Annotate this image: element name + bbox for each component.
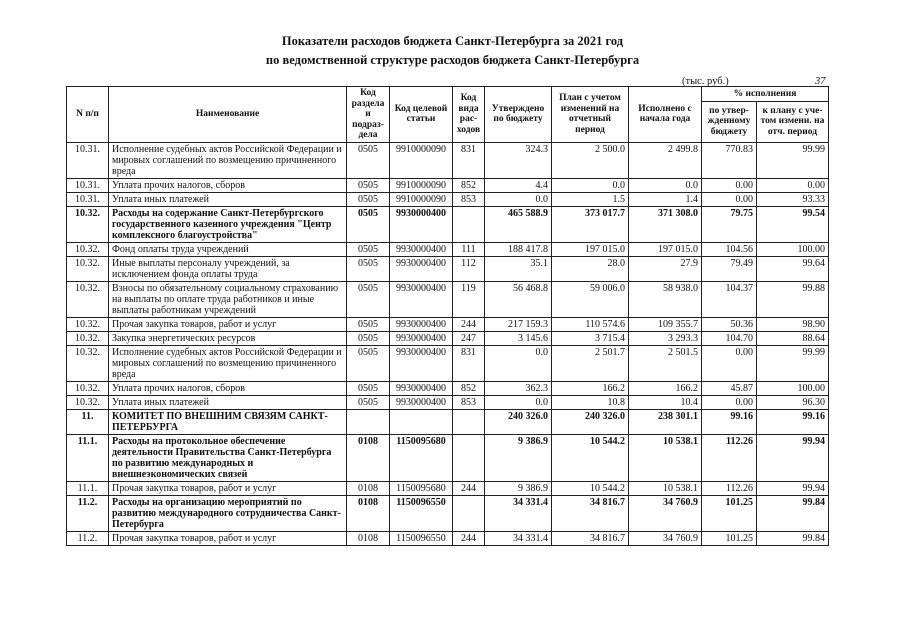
row-executed: 109 355.7 — [629, 317, 702, 331]
row-target-code: 9930000400 — [390, 345, 453, 381]
table-body — [67, 142, 829, 545]
row-section-code — [347, 409, 390, 434]
row-pct-budget: 101.25 — [702, 531, 757, 545]
row-name: Исполнение судебных актов Российской Федерации и мировых соглашений по возмещению причиненного вреда — [109, 142, 347, 178]
row-section-code: 0505 — [347, 178, 390, 192]
row-section-code: 0505 — [347, 331, 390, 345]
row-section-code: 0505 — [347, 242, 390, 256]
row-approved: 3 145.6 — [485, 331, 552, 345]
table-row — [67, 142, 829, 178]
row-plan: 59 006.0 — [552, 281, 629, 317]
table-row — [67, 481, 829, 495]
row-approved: 0.0 — [485, 345, 552, 381]
row-executed: 1.4 — [629, 192, 702, 206]
row-section-code: 0505 — [347, 345, 390, 381]
row-target-code: 9910000090 — [390, 178, 453, 192]
header-pct-plan: к плану с уче-том измени. на отч. период — [757, 101, 829, 142]
row-approved: 56 468.8 — [485, 281, 552, 317]
row-section-code: 0505 — [347, 395, 390, 409]
row-name: Прочая закупка товаров, работ и услуг — [109, 481, 347, 495]
row-number: 10.32. — [67, 395, 109, 409]
row-kind-code: 852 — [453, 178, 485, 192]
row-number: 11.1. — [67, 481, 109, 495]
table-row — [67, 206, 829, 242]
row-target-code: 9930000400 — [390, 381, 453, 395]
row-section-code: 0505 — [347, 281, 390, 317]
report-subtitle: по ведомственной структуре расходов бюджета Санкт-Петербурга — [265, 53, 640, 67]
expenses-table — [66, 86, 829, 546]
row-kind-code: 831 — [453, 345, 485, 381]
row-pct-budget: 0.00 — [702, 395, 757, 409]
row-executed: 34 760.9 — [629, 495, 702, 531]
row-kind-code: 111 — [453, 242, 485, 256]
row-number: 11.1. — [67, 434, 109, 481]
table-row — [67, 256, 829, 281]
page-number: 37 — [815, 76, 826, 87]
row-pct-budget: 112.26 — [702, 481, 757, 495]
row-executed: 2 499.8 — [629, 142, 702, 178]
row-plan: 10 544.2 — [552, 434, 629, 481]
row-name: Фонд оплаты труда учреждений — [109, 242, 347, 256]
row-name: Закупка энергетических ресурсов — [109, 331, 347, 345]
row-number: 11.2. — [67, 531, 109, 545]
row-pct-plan: 99.84 — [757, 495, 829, 531]
row-number: 10.32. — [67, 256, 109, 281]
row-kind-code: 119 — [453, 281, 485, 317]
row-pct-plan: 100.00 — [757, 242, 829, 256]
row-name: Прочая закупка товаров, работ и услуг — [109, 317, 347, 331]
row-pct-budget: 0.00 — [702, 345, 757, 381]
row-approved: 324.3 — [485, 142, 552, 178]
row-plan: 10 544.2 — [552, 481, 629, 495]
row-plan: 373 017.7 — [552, 206, 629, 242]
row-approved: 217 159.3 — [485, 317, 552, 331]
row-approved: 4.4 — [485, 178, 552, 192]
row-kind-code: 853 — [453, 395, 485, 409]
row-executed: 3 293.3 — [629, 331, 702, 345]
row-plan: 110 574.6 — [552, 317, 629, 331]
row-pct-budget: 99.16 — [702, 409, 757, 434]
row-approved: 35.1 — [485, 256, 552, 281]
table-row — [67, 531, 829, 545]
row-name: Расходы на организацию мероприятий по развитию международного сотрудничества Санкт-Петербурга — [109, 495, 347, 531]
row-number: 10.31. — [67, 142, 109, 178]
row-number: 10.32. — [67, 381, 109, 395]
row-number: 10.32. — [67, 242, 109, 256]
row-target-code: 1150095680 — [390, 434, 453, 481]
row-pct-plan: 99.16 — [757, 409, 829, 434]
row-name: Уплата прочих налогов, сборов — [109, 178, 347, 192]
row-pct-plan: 99.84 — [757, 531, 829, 545]
row-pct-plan: 98.90 — [757, 317, 829, 331]
table-row — [67, 381, 829, 395]
row-target-code: 9930000400 — [390, 242, 453, 256]
row-kind-code: 831 — [453, 142, 485, 178]
row-kind-code: 112 — [453, 256, 485, 281]
row-kind-code: 244 — [453, 317, 485, 331]
row-target-code: 9910000090 — [390, 192, 453, 206]
row-kind-code: 852 — [453, 381, 485, 395]
row-name: Прочая закупка товаров, работ и услуг — [109, 531, 347, 545]
row-approved: 240 326.0 — [485, 409, 552, 434]
header-num: N п/п — [67, 87, 109, 143]
row-kind-code — [453, 409, 485, 434]
row-executed: 10 538.1 — [629, 434, 702, 481]
row-section-code: 0108 — [347, 434, 390, 481]
header-target-code: Код целевой статьи — [390, 87, 453, 143]
table-row — [67, 192, 829, 206]
row-pct-plan: 99.99 — [757, 345, 829, 381]
row-executed: 371 308.0 — [629, 206, 702, 242]
row-name: Иные выплаты персоналу учреждений, за исключением фонда оплаты труда — [109, 256, 347, 281]
row-target-code: 9930000400 — [390, 395, 453, 409]
row-section-code: 0505 — [347, 206, 390, 242]
row-executed: 58 938.0 — [629, 281, 702, 317]
table-row — [67, 178, 829, 192]
header-percent-group: % исполнения — [702, 87, 829, 102]
row-executed: 34 760.9 — [629, 531, 702, 545]
row-pct-plan: 99.94 — [757, 434, 829, 481]
row-pct-budget: 770.83 — [702, 142, 757, 178]
row-approved: 362.3 — [485, 381, 552, 395]
row-target-code: 9930000400 — [390, 206, 453, 242]
row-executed: 2 501.5 — [629, 345, 702, 381]
row-pct-plan: 100.00 — [757, 381, 829, 395]
units-label: (тыс. руб.) — [682, 76, 729, 87]
report-title: Показатели расходов бюджета Санкт-Петербурга за 2021 год — [281, 34, 624, 48]
row-name: Уплата иных платежей — [109, 192, 347, 206]
row-plan: 1.5 — [552, 192, 629, 206]
table-row — [67, 434, 829, 481]
row-plan: 28.0 — [552, 256, 629, 281]
row-pct-budget: 112.26 — [702, 434, 757, 481]
row-plan: 34 816.7 — [552, 495, 629, 531]
row-plan: 3 715.4 — [552, 331, 629, 345]
row-approved: 9 386.9 — [485, 481, 552, 495]
row-kind-code: 244 — [453, 481, 485, 495]
row-section-code: 0505 — [347, 142, 390, 178]
row-plan: 166.2 — [552, 381, 629, 395]
row-pct-budget: 104.37 — [702, 281, 757, 317]
row-plan: 2 501.7 — [552, 345, 629, 381]
row-approved: 0.0 — [485, 192, 552, 206]
row-executed: 238 301.1 — [629, 409, 702, 434]
row-number: 10.32. — [67, 281, 109, 317]
row-approved: 9 386.9 — [485, 434, 552, 481]
row-target-code: 9930000400 — [390, 256, 453, 281]
row-pct-budget: 0.00 — [702, 178, 757, 192]
row-kind-code — [453, 206, 485, 242]
row-name: Уплата прочих налогов, сборов — [109, 381, 347, 395]
row-name: КОМИТЕТ ПО ВНЕШНИМ СВЯЗЯМ САНКТ-ПЕТЕРБУРГА — [109, 409, 347, 434]
header-name: Наименование — [109, 87, 347, 143]
row-name: Расходы на протокольное обеспечение деятельности Правительства Санкт-Петербурга по развитию международных и внешнеэкономических связей — [109, 434, 347, 481]
row-pct-budget: 0.00 — [702, 192, 757, 206]
row-pct-budget: 50.36 — [702, 317, 757, 331]
row-kind-code — [453, 434, 485, 481]
header-section-code: Код раздела и подраз-дела — [347, 87, 390, 143]
row-section-code: 0505 — [347, 192, 390, 206]
row-number: 10.32. — [67, 206, 109, 242]
header-executed: Исполнено с начала года — [629, 87, 702, 143]
row-target-code: 9930000400 — [390, 281, 453, 317]
table-row — [67, 345, 829, 381]
table-row — [67, 495, 829, 531]
row-executed: 0.0 — [629, 178, 702, 192]
row-number: 10.31. — [67, 192, 109, 206]
table-row — [67, 281, 829, 317]
row-pct-plan: 93.33 — [757, 192, 829, 206]
row-section-code: 0505 — [347, 256, 390, 281]
row-number: 10.32. — [67, 331, 109, 345]
row-target-code: 1150095680 — [390, 481, 453, 495]
row-section-code: 0108 — [347, 531, 390, 545]
row-plan: 10.8 — [552, 395, 629, 409]
row-executed: 197 015.0 — [629, 242, 702, 256]
row-pct-plan: 96.30 — [757, 395, 829, 409]
row-target-code: 9930000400 — [390, 317, 453, 331]
row-plan: 2 500.0 — [552, 142, 629, 178]
row-number: 10.32. — [67, 345, 109, 381]
table-row — [67, 409, 829, 434]
row-pct-budget: 104.70 — [702, 331, 757, 345]
row-section-code: 0505 — [347, 317, 390, 331]
row-pct-budget: 101.25 — [702, 495, 757, 531]
row-number: 10.31. — [67, 178, 109, 192]
row-pct-plan: 99.64 — [757, 256, 829, 281]
row-name: Взносы по обязательному социальному страхованию на выплаты по оплате труда работников и иные выплаты работникам учреждений — [109, 281, 347, 317]
row-target-code — [390, 409, 453, 434]
row-kind-code — [453, 495, 485, 531]
row-pct-plan: 99.54 — [757, 206, 829, 242]
table-row — [67, 331, 829, 345]
row-approved: 188 417.8 — [485, 242, 552, 256]
row-executed: 27.9 — [629, 256, 702, 281]
row-plan: 197 015.0 — [552, 242, 629, 256]
row-pct-budget: 104.56 — [702, 242, 757, 256]
row-number: 11. — [67, 409, 109, 434]
row-approved: 34 331.4 — [485, 495, 552, 531]
row-pct-budget: 79.75 — [702, 206, 757, 242]
row-target-code: 9930000400 — [390, 331, 453, 345]
header-plan: План с учетом изменений на отчетный период — [552, 87, 629, 143]
row-kind-code: 247 — [453, 331, 485, 345]
header-kind-code: Код вида рас-ходов — [453, 87, 485, 143]
row-section-code: 0505 — [347, 381, 390, 395]
row-plan: 0.0 — [552, 178, 629, 192]
table-row — [67, 242, 829, 256]
row-number: 11.2. — [67, 495, 109, 531]
row-section-code: 0108 — [347, 481, 390, 495]
row-section-code: 0108 — [347, 495, 390, 531]
row-approved: 465 588.9 — [485, 206, 552, 242]
row-name: Исполнение судебных актов Российской Федерации и мировых соглашений по возмещению причиненного вреда — [109, 345, 347, 381]
table-row — [67, 395, 829, 409]
row-plan: 34 816.7 — [552, 531, 629, 545]
row-executed: 10.4 — [629, 395, 702, 409]
row-target-code: 1150096550 — [390, 495, 453, 531]
row-target-code: 1150096550 — [390, 531, 453, 545]
row-executed: 10 538.1 — [629, 481, 702, 495]
row-executed: 166.2 — [629, 381, 702, 395]
row-target-code: 9910000090 — [390, 142, 453, 178]
row-pct-plan: 99.88 — [757, 281, 829, 317]
row-approved: 34 331.4 — [485, 531, 552, 545]
row-name: Уплата иных платежей — [109, 395, 347, 409]
header-approved: Утверждено по бюджету — [485, 87, 552, 143]
row-pct-plan: 88.64 — [757, 331, 829, 345]
row-kind-code: 853 — [453, 192, 485, 206]
row-number: 10.32. — [67, 317, 109, 331]
row-pct-plan: 99.99 — [757, 142, 829, 178]
header-pct-budget: по утвер-жденному бюджету — [702, 101, 757, 142]
row-approved: 0.0 — [485, 395, 552, 409]
row-kind-code: 244 — [453, 531, 485, 545]
row-pct-plan: 99.94 — [757, 481, 829, 495]
row-pct-plan: 0.00 — [757, 178, 829, 192]
table-row — [67, 317, 829, 331]
row-pct-budget: 79.49 — [702, 256, 757, 281]
row-pct-budget: 45.87 — [702, 381, 757, 395]
row-plan: 240 326.0 — [552, 409, 629, 434]
row-name: Расходы на содержание Санкт-Петербургского государственного казенного учреждения "Центр комплексного благоустройства" — [109, 206, 347, 242]
